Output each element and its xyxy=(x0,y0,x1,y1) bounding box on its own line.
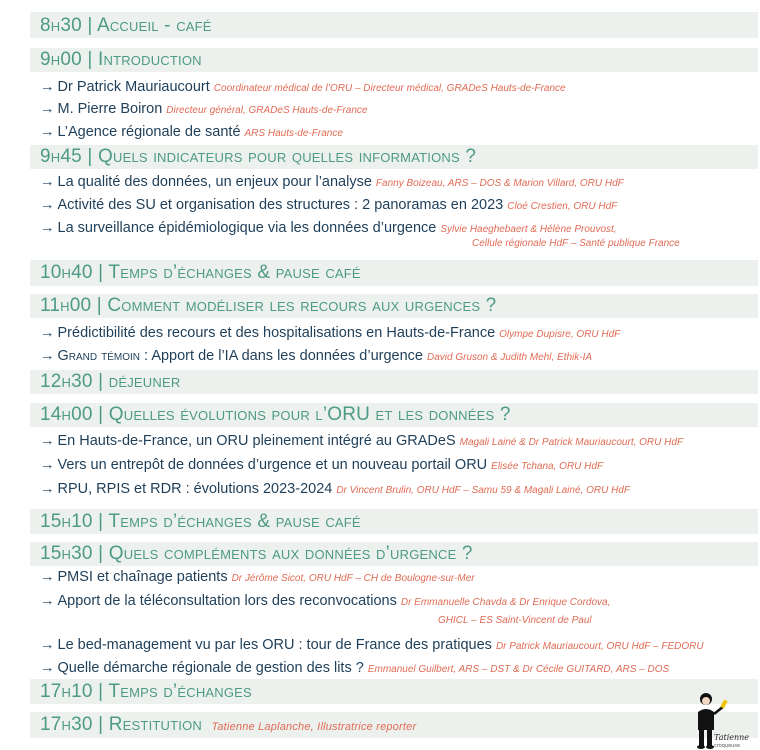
separator: | xyxy=(98,714,104,735)
section-label: déjeuner xyxy=(108,371,181,392)
section-time: 15h30 xyxy=(40,543,93,564)
separator: | xyxy=(98,371,104,392)
section-title xyxy=(40,262,361,284)
agenda-item xyxy=(40,196,617,216)
arrow-icon: → xyxy=(40,433,55,449)
section-title xyxy=(40,295,496,317)
item-speaker: Directeur général, GRADeS Hauts-de-France xyxy=(166,105,368,116)
section-title xyxy=(40,543,473,565)
section-title xyxy=(40,681,252,703)
agenda-item xyxy=(40,324,620,344)
item-speaker: ARS Hauts-de-France xyxy=(244,128,343,139)
arrow-icon: → xyxy=(40,348,55,364)
agenda-item xyxy=(40,456,603,476)
item-text: La surveillance épidémiologique via les données d’urgence xyxy=(57,220,437,236)
item-speaker: Cloé Crestien, ORU HdF xyxy=(507,201,618,212)
agenda-item xyxy=(40,659,669,679)
item-text: La qualité des données, un enjeux pour l’analyse xyxy=(57,174,372,190)
section-title xyxy=(40,404,511,426)
section-label: Quels compléments aux données d’urgence ? xyxy=(108,543,473,564)
item-speaker: Dr Emmanuelle Chavda & Dr Enrique Cordova, xyxy=(400,597,611,608)
arrow-icon: → xyxy=(40,593,55,609)
section-time: 15h10 xyxy=(40,511,93,532)
section-title xyxy=(40,511,361,533)
section-time: 17h30 xyxy=(40,714,93,735)
item-tag: Grand témoin xyxy=(57,348,141,364)
agenda-item xyxy=(40,432,683,452)
item-text: Activité des SU et organisation des structures : 2 panoramas en 2023 xyxy=(57,197,504,213)
agenda-item xyxy=(40,636,704,656)
section-label: Temps d’échanges xyxy=(108,681,252,702)
arrow-icon: → xyxy=(40,660,55,676)
arrow-icon: → xyxy=(40,124,55,140)
illustration-signature: Tatienne xyxy=(714,733,750,742)
item-text: Vers un entrepôt de données d’urgence et un nouveau portail ORU xyxy=(57,457,488,473)
arrow-icon: → xyxy=(40,101,55,117)
item-text: L’Agence régionale de santé xyxy=(57,124,241,140)
item-speaker: Sylvie Haeghebaert & Hélène Prouvost, xyxy=(440,224,617,235)
item-speaker: Elisée Tchana, ORU HdF xyxy=(491,461,604,472)
agenda-item xyxy=(40,78,566,98)
section-label: Accueil - café xyxy=(96,15,212,36)
arrow-icon: → xyxy=(40,637,55,653)
section-title xyxy=(40,714,416,738)
illustrator-figure xyxy=(684,690,750,750)
section-label: Introduction xyxy=(98,49,202,70)
arrow-icon: → xyxy=(40,197,55,213)
item-text: Dr Patrick Mauriaucourt xyxy=(57,79,210,95)
item-text: En Hauts-de-France, un ORU pleinement intégré au GRADeS xyxy=(57,433,456,449)
item-text: Le bed-management vu par les ORU : tour de France des pratiques xyxy=(57,637,492,653)
item-speaker: Olympe Dupisre, ORU HdF xyxy=(499,329,621,340)
section-title xyxy=(40,371,180,393)
separator: | xyxy=(98,543,104,564)
item-text: M. Pierre Boiron xyxy=(57,101,163,117)
item-speaker: Emmanuel Guilbert, ARS – DST & Dr Cécile GUITARD, ARS – DOS xyxy=(367,664,670,675)
separator: | xyxy=(96,295,102,316)
separator: | xyxy=(98,681,104,702)
item-speaker: Dr Jérôme Sicot, ORU HdF – CH de Boulogne-sur-Mer xyxy=(231,573,475,584)
item-speaker: Coordinateur médical de l’ORU – Directeur médical, GRADeS Hauts-de-France xyxy=(213,83,566,94)
agenda-item xyxy=(40,347,592,367)
section-title xyxy=(40,146,476,168)
arrow-icon: → xyxy=(40,325,55,341)
arrow-icon: → xyxy=(40,220,55,236)
arrow-icon: → xyxy=(40,79,55,95)
separator: | xyxy=(87,146,93,167)
separator: | xyxy=(98,404,104,425)
illustrator-credit: Tatienne Laplanche, Illustratrice reporter xyxy=(211,721,417,733)
item-speaker: Dr Patrick Mauriaucourt, ORU HdF – FEDORU xyxy=(495,641,704,652)
section-time: 10h40 xyxy=(40,262,93,283)
item-text: : Apport de l’IA dans les données d’urgence xyxy=(140,348,423,364)
item-speaker: Fanny Boizeau, ARS – DOS & Marion Villard, ORU HdF xyxy=(375,178,624,189)
agenda-item xyxy=(40,568,475,588)
section-time: 14h00 xyxy=(40,404,93,425)
item-text: PMSI et chaînage patients xyxy=(57,569,228,585)
section-title xyxy=(40,15,212,37)
section-time: 8h30 xyxy=(40,15,82,36)
item-text: Apport de la téléconsultation lors des reconvocations xyxy=(57,593,397,609)
agenda-item xyxy=(40,100,367,120)
section-label: Temps d’échanges & pause café xyxy=(108,511,361,532)
arrow-icon: → xyxy=(40,481,55,497)
section-label: Quelles évolutions pour l’ORU et les données ? xyxy=(108,404,511,425)
section-time: 17h10 xyxy=(40,681,93,702)
item-speaker: David Gruson & Judith Mehl, Ethik-IA xyxy=(426,352,593,363)
section-time: 9h00 xyxy=(40,49,82,70)
separator: | xyxy=(87,49,93,70)
section-time: 9h45 xyxy=(40,146,82,167)
section-time: 12h30 xyxy=(40,371,93,392)
item-speaker: Magali Lainé & Dr Patrick Mauriaucourt, ORU HdF xyxy=(459,437,684,448)
item-text: RPU, RPIS et RDR : évolutions 2023-2024 xyxy=(57,481,333,497)
separator: | xyxy=(98,511,104,532)
agenda-item xyxy=(40,173,624,193)
item-speaker-continued: Cellule régionale HdF – Santé publique France xyxy=(472,238,680,249)
agenda-item xyxy=(40,123,343,143)
arrow-icon: → xyxy=(40,457,55,473)
item-text: Prédictibilité des recours et des hospitalisations en Hauts-de-France xyxy=(57,325,496,341)
item-speaker: Dr Vincent Brulin, ORU HdF – Samu 59 & Magali Lainé, ORU HdF xyxy=(336,485,630,496)
section-title xyxy=(40,49,202,71)
item-text: Quelle démarche régionale de gestion des lits ? xyxy=(57,660,364,676)
section-time: 11h00 xyxy=(40,295,92,316)
agenda-item xyxy=(40,592,610,612)
separator: | xyxy=(87,15,93,36)
arrow-icon: → xyxy=(40,174,55,190)
section-label: Comment modéliser les recours aux urgences ? xyxy=(107,295,497,316)
arrow-icon: → xyxy=(40,569,55,585)
item-speaker-continued: GHICL – ES Saint-Vincent de Paul xyxy=(438,615,592,626)
agenda-item xyxy=(40,219,617,239)
illustration-caption: croqueuse xyxy=(714,743,741,749)
agenda-item xyxy=(40,480,630,500)
separator: | xyxy=(98,262,104,283)
section-label: Restitution xyxy=(108,714,202,735)
section-label: Temps d’échanges & pause café xyxy=(108,262,361,283)
section-label: Quels indicateurs pour quelles informations ? xyxy=(98,146,477,167)
